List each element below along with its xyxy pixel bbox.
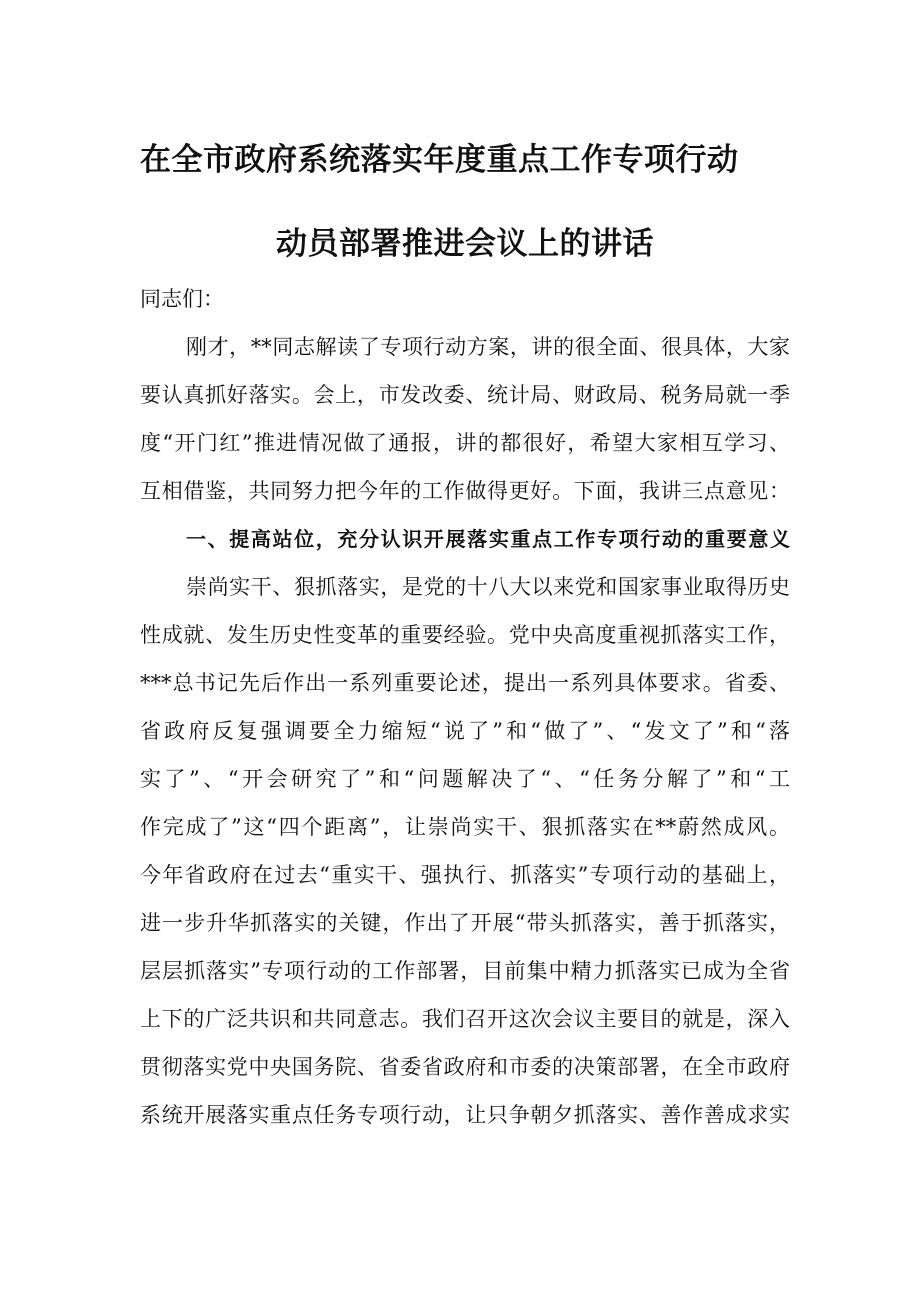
salutation: 同志们： xyxy=(140,287,224,311)
document-title-line-1: 在全市政府系统落实年度重点工作专项行动 xyxy=(140,142,739,178)
paragraph-2-line: 崇尚实干、狠抓落实，是党的十八大以来党和国家事业取得历史 xyxy=(186,575,790,599)
paragraph-2-line: 性成就、发生历史性变革的重要经验。党中央高度重视抓落实工作， xyxy=(140,623,790,647)
paragraph-1-line: 要认真抓好落实。会上，市发改委、统计局、财政局、税务局就一季 xyxy=(140,383,790,407)
paragraph-2-line: 系统开展落实重点任务专项行动，让只争朝夕抓落实、善作善成求实 xyxy=(140,1103,790,1127)
paragraph-2-line: ***总书记先后作出一系列重要论述，提出一系列具体要求。省委、 xyxy=(140,671,790,695)
paragraph-2-line: 层层抓落实”专项行动的工作部署，目前集中精力抓落实已成为全省 xyxy=(140,959,790,983)
paragraph-2-line: 作完成了”这“四个距离”，让崇尚实干、狠抓落实在**蔚然成风。 xyxy=(140,815,790,839)
paragraph-2-line: 贯彻落实党中央国务院、省委省政府和市委的决策部署，在全市政府 xyxy=(140,1055,790,1079)
section-heading-1: 一、提高站位，充分认识开展落实重点工作专项行动的重要意义 xyxy=(186,527,790,551)
paragraph-2-line: 上下的广泛共识和共同意志。我们召开这次会议主要目的就是，深入 xyxy=(140,1007,790,1031)
paragraph-2-line: 实了”、“开会研究了”和“问题解决了“、“任务分解了”和“工 xyxy=(140,767,790,791)
paragraph-2-line: 今年省政府在过去“重实干、强执行、抓落实”专项行动的基础上， xyxy=(140,863,790,887)
paragraph-1-line: 刚才，**同志解读了专项行动方案，讲的很全面、很具体，大家 xyxy=(186,335,790,359)
document-title-line-2: 动员部署推进会议上的讲话 xyxy=(276,226,654,262)
paragraph-2-line: 省政府反复强调要全力缩短“说了”和“做了”、“发文了”和“落 xyxy=(140,719,790,743)
paragraph-1-line: 度“开门红”推进情况做了通报，讲的都很好，希望大家相互学习、 xyxy=(140,431,790,455)
paragraph-1-line: 互相借鉴，共同努力把今年的工作做得更好。下面，我讲三点意见： xyxy=(140,479,790,503)
paragraph-2-line: 进一步升华抓落实的关键，作出了开展“带头抓落实，善于抓落实， xyxy=(140,911,790,935)
